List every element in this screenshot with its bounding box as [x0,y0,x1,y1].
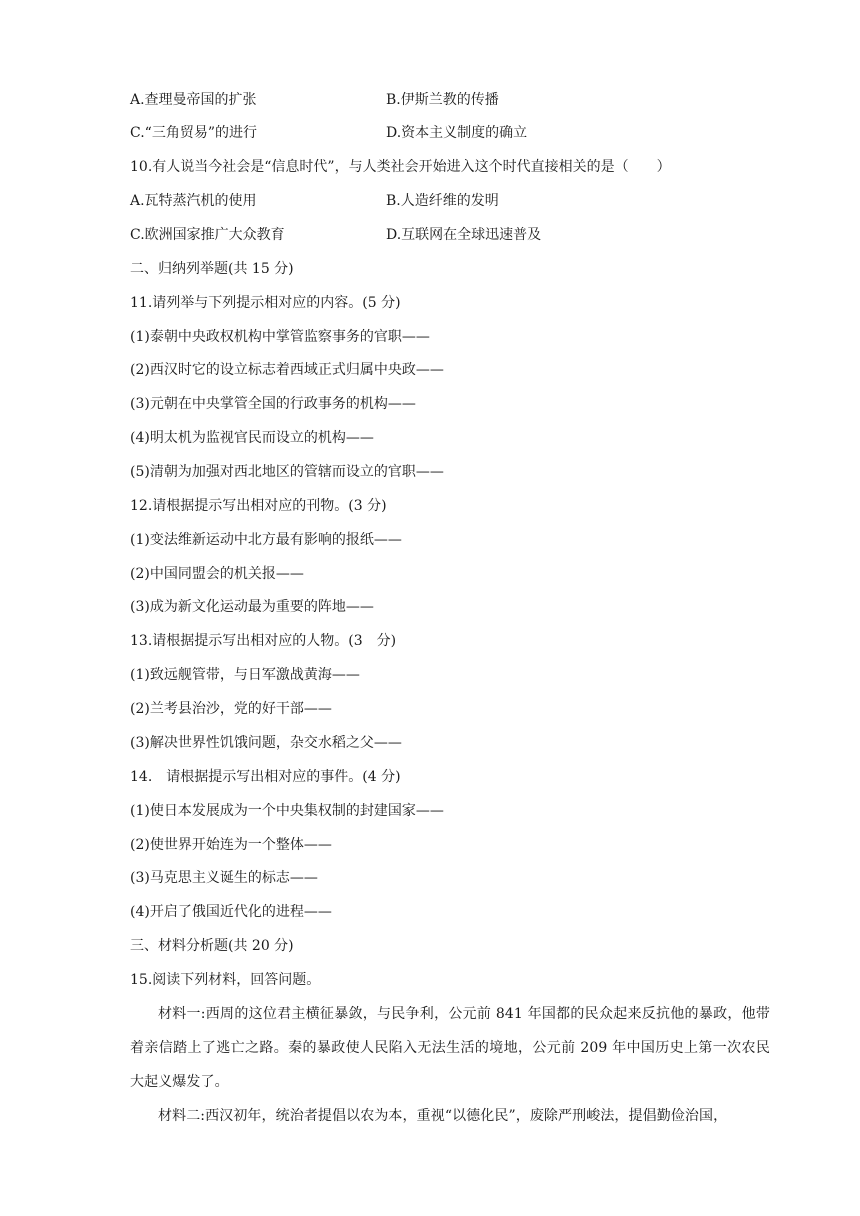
q12-stem: 12.请根据提示写出相对应的刊物。(3 分) [130,498,387,514]
q13-item-2: (2)兰考县治沙，党的好干部—— [130,701,332,717]
q13-item-1: (1)致远舰管带，与日军激战黄海—— [130,667,360,683]
q10-option-d: D.互联网在全球迅速普及 [386,227,542,243]
section-3-heading: 三、材料分析题(共 20 分) [130,938,294,954]
q9-option-b: B.伊斯兰教的传播 [386,92,499,108]
q15-material-2: 材料二:西汉初年，统治者提倡以农为本，重视“以德化民”，废除严刑峻法，提倡勤俭治国， [158,1108,728,1124]
q14-stem: 14. 请根据提示写出相对应的事件。(4 分) [130,769,401,785]
q10-option-b: B.人造纤维的发明 [386,193,499,209]
q10-stem: 10.有人说当今社会是“信息时代”，与人类社会开始进入这个时代直接相关的是（ ） [130,159,671,175]
q10-option-a: A.瓦特蒸汽机的使用 [130,193,257,209]
q11-item-5: (5)清朝为加强对西北地区的管辖而设立的官职—— [130,464,444,480]
q11-item-4: (4)明太机为监视官民而设立的机构—— [130,430,374,446]
section-2-heading: 二、归纳列举题(共 15 分) [130,261,294,277]
q15-stem: 15.阅读下列材料，回答问题。 [130,972,321,988]
q15-material-1: 材料一:西周的这位君主横征暴敛，与民争利，公元前 841 年国都的民众起来反抗他的暴政，他带着亲信踏上了逃亡之路。秦的暴政使人民陷入无法生活的境地，公元前 209 年中国历史上第一次农民大起义爆发了。 [130,1006,770,1090]
q14-item-4: (4)开启了俄国近代化的进程—— [130,904,332,920]
q13-stem: 13.请根据提示写出相对应的人物。(3 分) [130,633,397,649]
q9-option-d: D.资本主义制度的确立 [386,125,528,141]
q11-item-3: (3)元朝在中央掌管全国的行政事务的机构—— [130,396,416,412]
q14-item-2: (2)使世界开始连为一个整体—— [130,837,332,853]
q12-item-1: (1)变法维新运动中北方最有影响的报纸—— [130,532,402,548]
q11-item-2: (2)西汉时它的设立标志着西域正式归属中央政—— [130,362,444,378]
q9-option-a: A.查理曼帝国的扩张 [130,92,257,108]
q14-item-1: (1)使日本发展成为一个中央集权制的封建国家—— [130,803,444,819]
q12-item-3: (3)成为新文化运动最为重要的阵地—— [130,599,374,615]
q12-item-2: (2)中国同盟会的机关报—— [130,566,304,582]
q11-stem: 11.请列举与下列提示相对应的内容。(5 分) [130,295,401,311]
q11-item-1: (1)泰朝中央政权机构中掌管监察事务的官职—— [130,329,430,345]
q9-option-c: C.“三角贸易”的进行 [130,125,257,141]
q14-item-3: (3)马克思主义诞生的标志—— [130,870,318,886]
q13-item-3: (3)解决世界性饥饿问题，杂交水稻之父—— [130,735,402,751]
q10-option-c: C.欧洲国家推广大众教育 [130,227,285,243]
